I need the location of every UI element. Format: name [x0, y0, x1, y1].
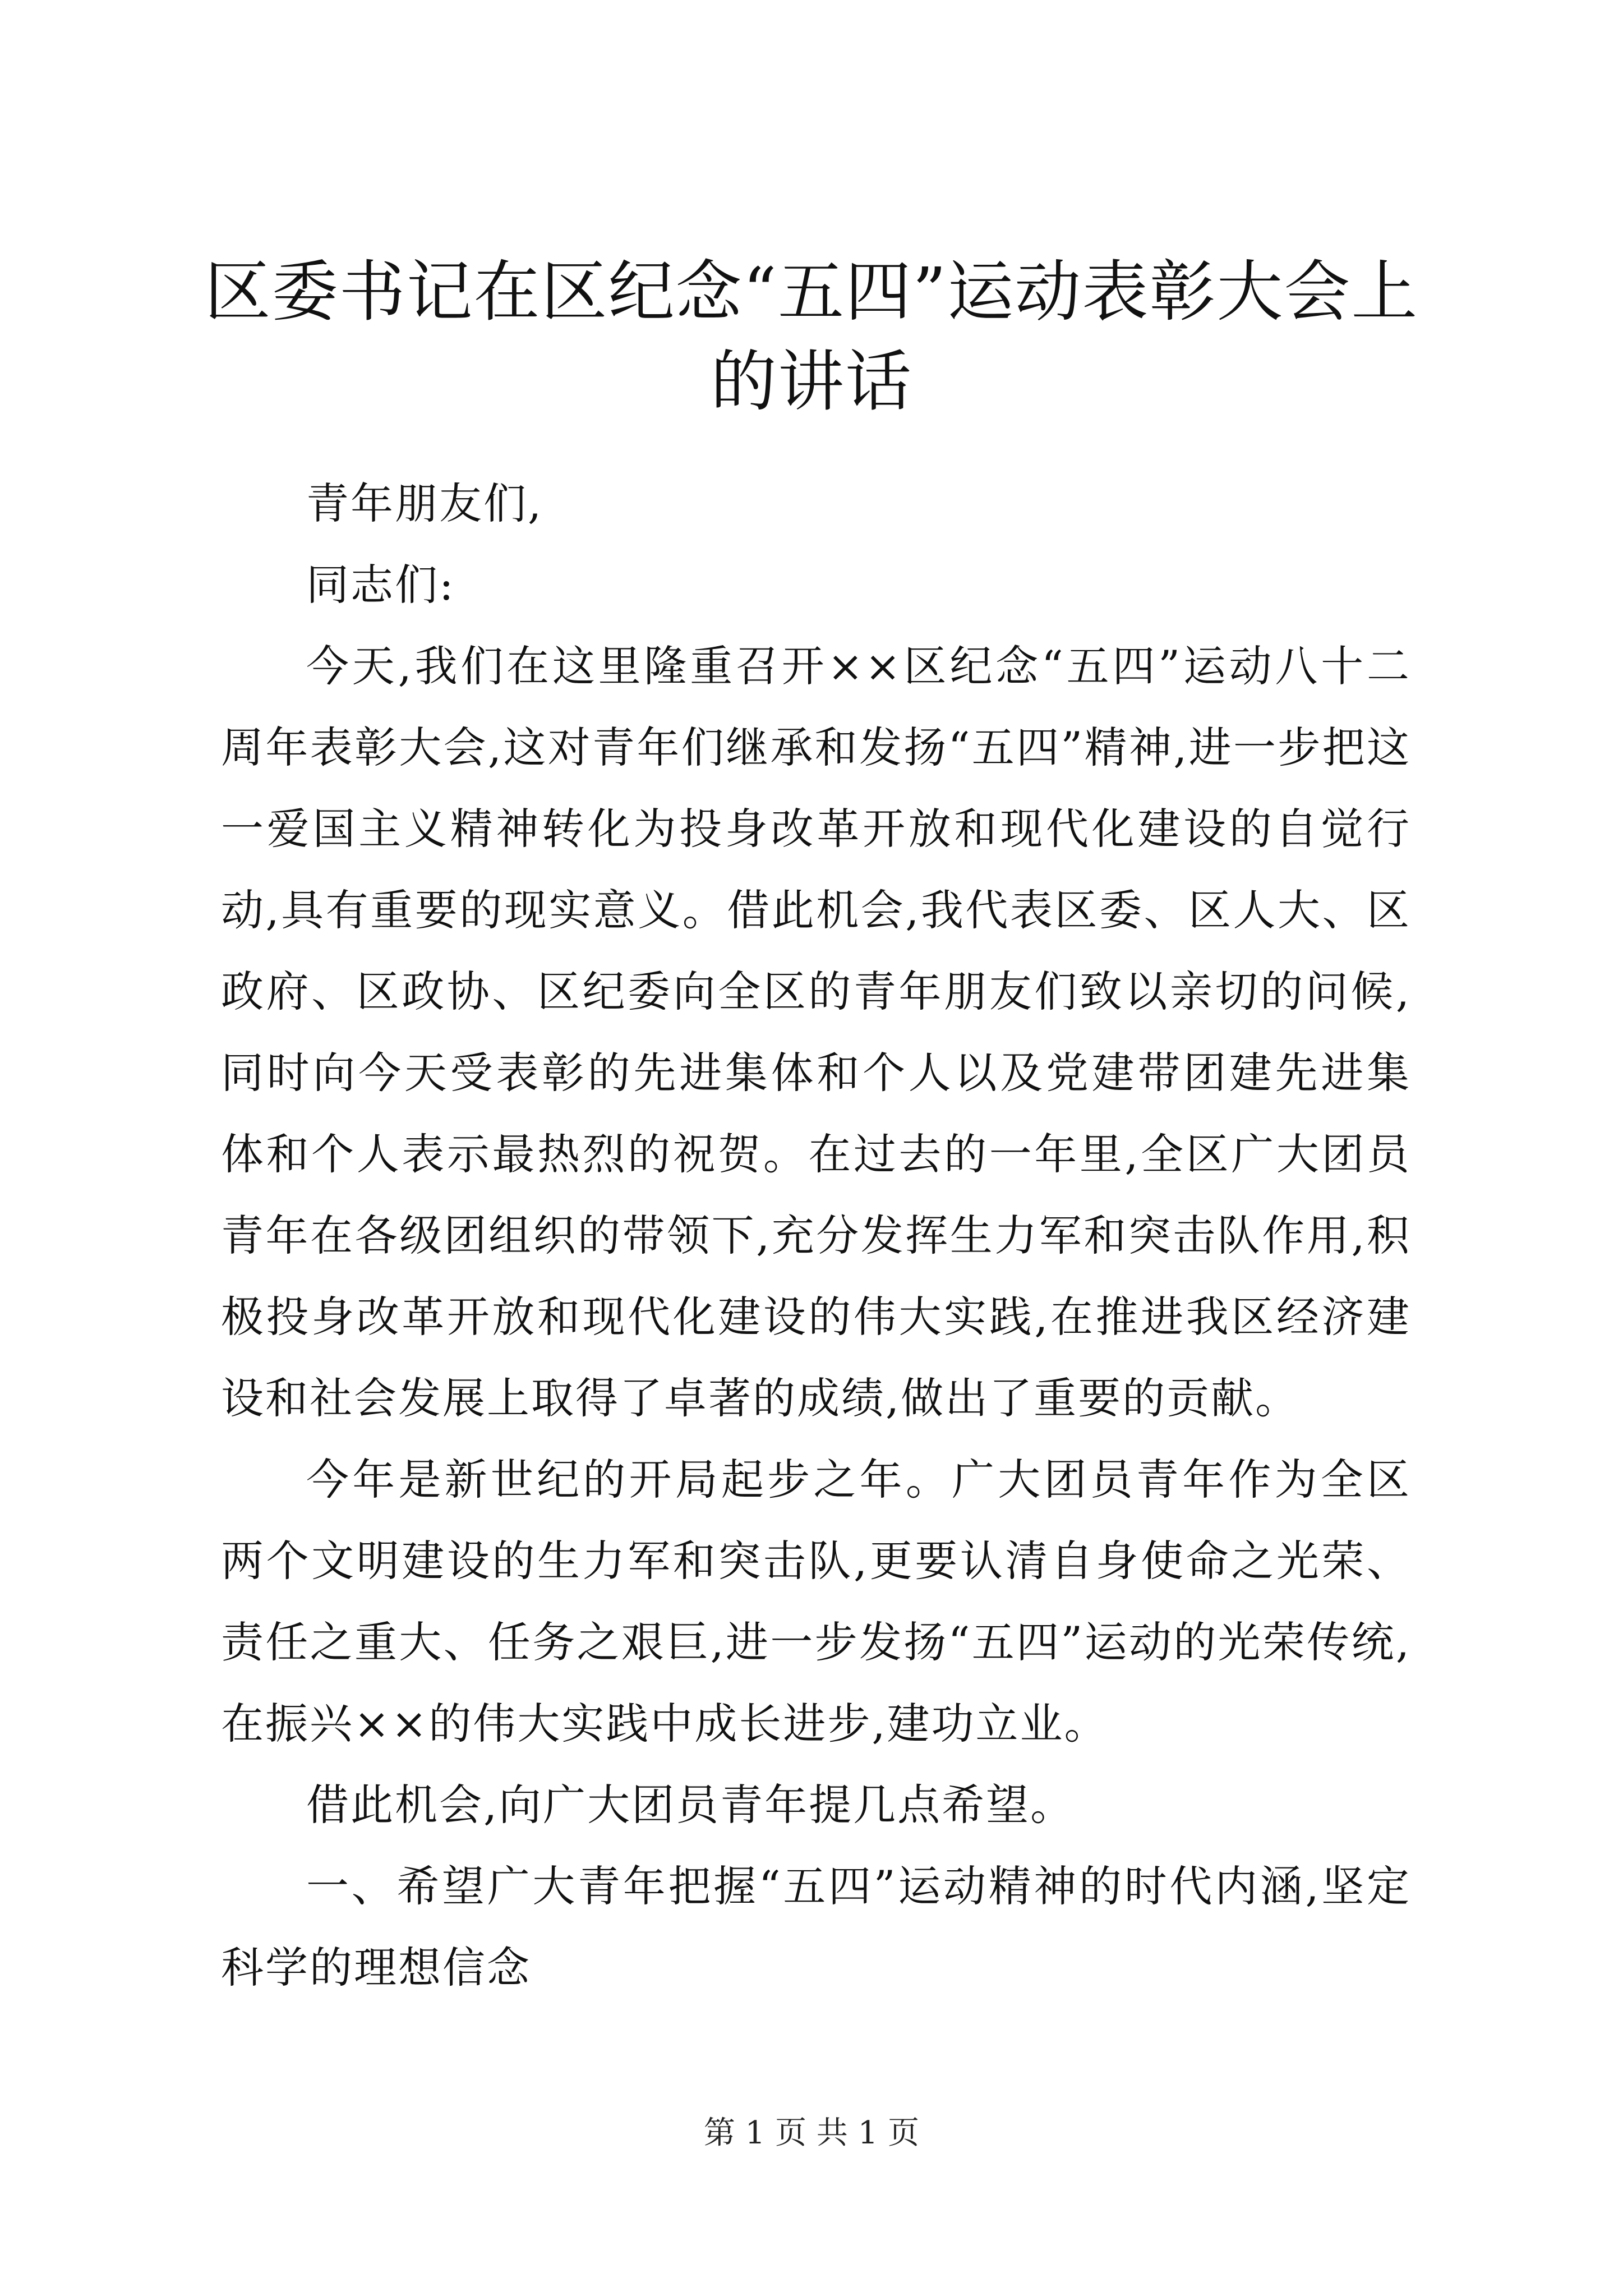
- greeting-line: 同志们:: [306, 560, 455, 610]
- body-paragraph: 今天,我们在这里隆重召开××区纪念“五四”运动八十二周年表彰大会,这对青年们继承和发扬“五四”精神,进一步把这一爱国主义精神转化为投身改革开放和现代化建设的自觉行动,具有重要的现实意义。借此机会,我代表区委、区人大、区政府、区政协、区纪委向全区的青年朋友们致以亲切的问候,同时向今天受表彰的先进集体和个人以及党建带团建先进集体和个人表示最热烈的祝贺。在过去的一年里,全区广大团员青年在各级团组织的带领下,充分发挥生力军和突击队作用,积极投身改革开放和现代化建设的伟大实践,在推进我区经济建设和社会发展上取得了卓著的成绩,做出了重要的贡献。: [221, 641, 1411, 1423]
- greeting-line: 青年朋友们,: [306, 478, 543, 528]
- document-title: 区委书记在区纪念“五四”运动表彰大会上的讲话: [204, 253, 1419, 420]
- document-body: [221, 463, 1411, 2008]
- section-heading: 一、希望广大青年把握“五四”运动精神的时代内涵,坚定科学的理想信念: [221, 1861, 1411, 1993]
- page-footer: 第 1 页 共 1 页: [703, 2115, 920, 2151]
- body-paragraph: 今年是新世纪的开局起步之年。广大团员青年作为全区两个文明建设的生力军和突击队,更要认清自身使命之光荣、责任之重大、任务之艰巨,进一步发扬“五四”运动的光荣传统,在振兴××的伟大实践中成长进步,建功立业。: [221, 1455, 1411, 1749]
- body-paragraph: 借此机会,向广大团员青年提几点希望。: [306, 1780, 1075, 1830]
